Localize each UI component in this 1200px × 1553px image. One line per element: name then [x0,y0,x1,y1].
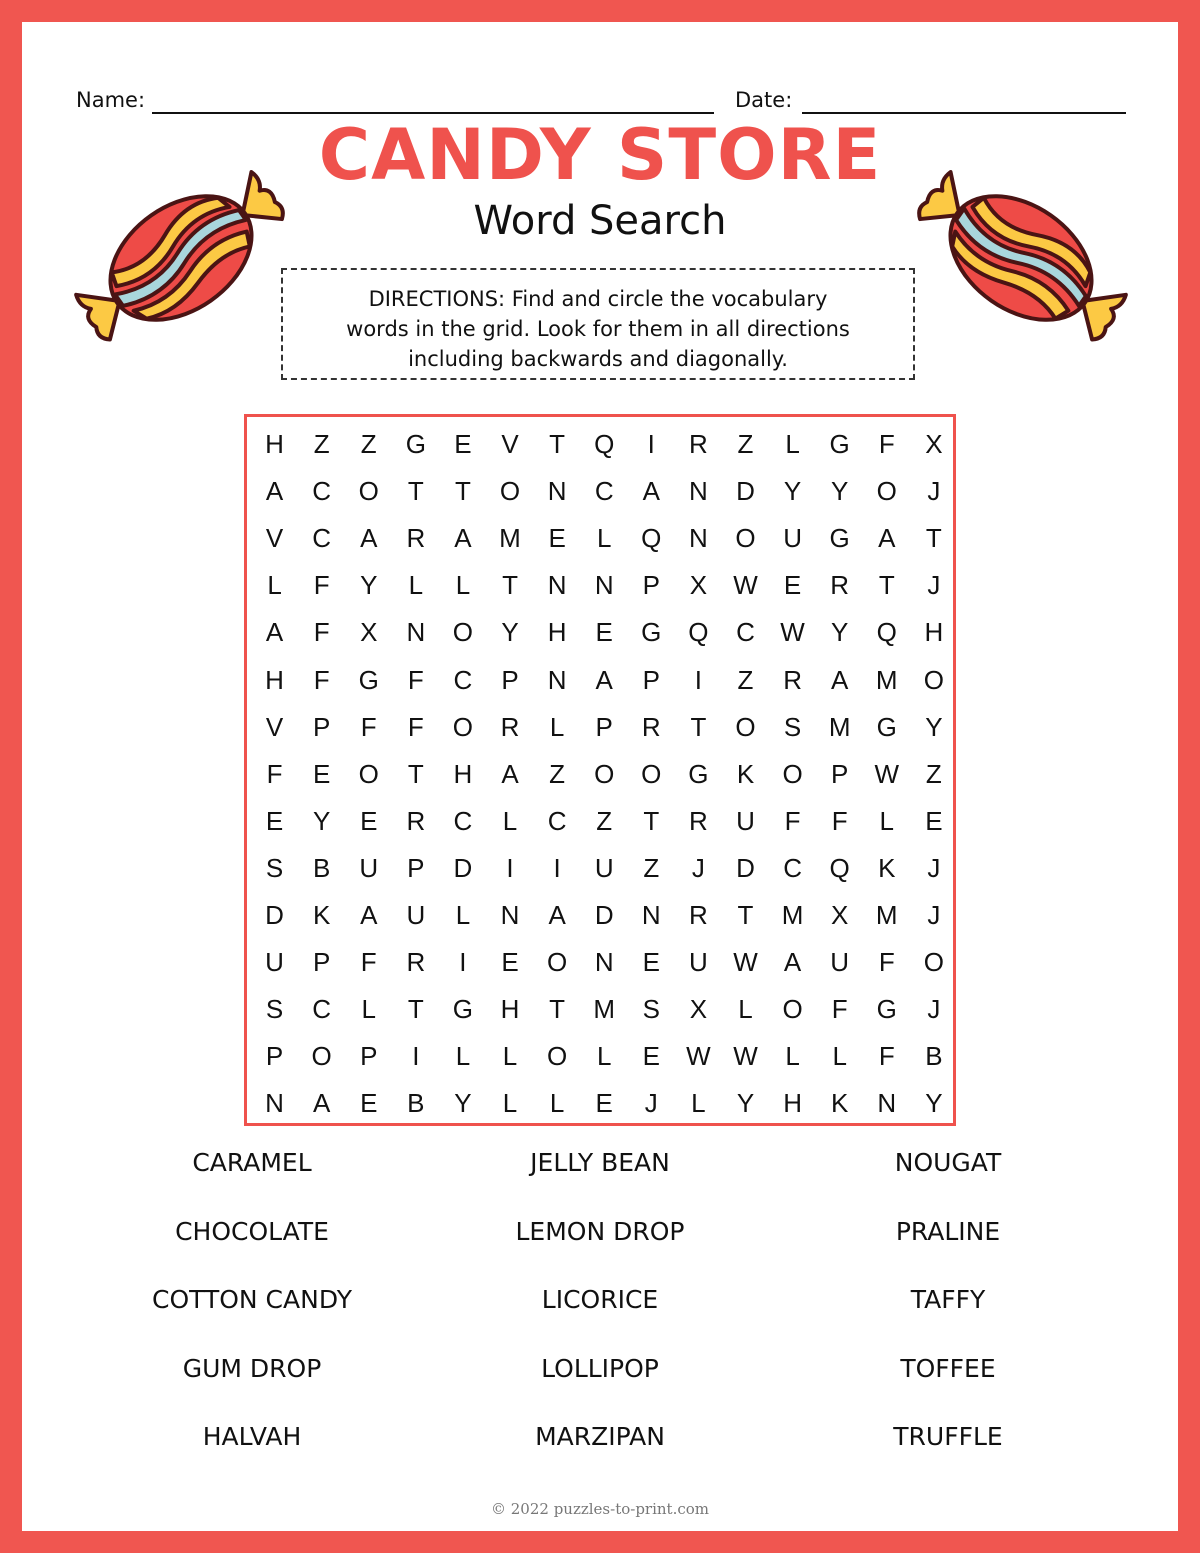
grid-letter[interactable]: P [642,664,660,695]
grid-letter[interactable]: Z [313,429,330,460]
grid-letter[interactable]: A [878,523,896,554]
grid-letter[interactable]: O [923,664,944,695]
grid-letter[interactable]: W [686,1041,711,1072]
grid-letter[interactable]: A [783,947,802,978]
grid-letter[interactable]: U [406,899,426,930]
grid-letter[interactable]: D [453,852,473,883]
grid-letter[interactable]: F [407,711,424,742]
grid-letter[interactable]: T [690,711,707,742]
grid-letter[interactable]: O [358,758,379,789]
page-subtitle: Word Search [473,198,727,244]
grid-letter[interactable]: O [594,758,615,789]
word-list-item: MARZIPAN [535,1422,665,1452]
grid-letter[interactable]: E [642,947,660,978]
grid-letter[interactable]: P [642,570,660,601]
grid-letter[interactable]: G [641,617,662,648]
grid-letter[interactable]: F [878,429,895,460]
grid-letter[interactable]: Y [831,617,849,648]
grid-letter[interactable]: K [878,852,896,883]
grid-letter[interactable]: Q [876,617,897,648]
grid-letter[interactable]: F [360,711,377,742]
grid-letter[interactable]: Y [925,711,943,742]
grid-letter[interactable]: O [876,476,897,507]
grid-letter[interactable]: E [312,758,331,789]
grid-letter[interactable]: R [783,664,802,695]
grid-letter[interactable]: C [736,617,755,648]
grid-letter[interactable]: A [454,523,472,554]
grid-letter[interactable]: M [828,711,851,742]
grid-letter[interactable]: F [313,617,330,648]
directions-line: including backwards and diagonally. [408,347,788,371]
grid-letter[interactable]: R [500,711,520,742]
grid-letter[interactable]: E [595,617,613,648]
grid-letter[interactable]: Y [312,805,331,836]
grid-letter[interactable]: C [312,994,332,1025]
grid-letter[interactable]: N [594,570,614,601]
grid-letter[interactable]: P [312,711,331,742]
grid-letter[interactable]: R [689,805,708,836]
grid-letter[interactable]: O [499,476,521,507]
grid-letter[interactable]: E [783,570,802,601]
grid-letter[interactable]: S [265,852,284,883]
grid-letter[interactable]: W [780,617,805,648]
grid-letter[interactable]: X [831,899,849,930]
grid-letter[interactable]: O [452,711,474,742]
grid-letter[interactable]: U [594,852,614,883]
grid-letter[interactable]: P [360,1041,378,1072]
word-list-item: LOLLIPOP [541,1353,659,1383]
grid-letter[interactable]: D [736,852,755,883]
grid-letter[interactable]: Y [360,570,378,601]
grid-letter[interactable]: W [733,570,758,601]
grid-letter[interactable]: M [875,664,898,695]
grid-letter[interactable]: I [506,852,514,883]
grid-letter[interactable]: A [265,476,284,507]
grid-letter[interactable]: U [783,523,802,554]
grid-letter[interactable]: P [595,711,613,742]
word-list-item: GUM DROP [182,1353,322,1383]
grid-letter[interactable]: E [925,805,943,836]
grid-letter[interactable]: W [733,1041,758,1072]
grid-letter[interactable]: H [500,994,520,1025]
word-list-item: HALVAH [202,1422,302,1452]
grid-letter[interactable]: J [927,570,941,601]
grid-letter[interactable]: Z [925,758,942,789]
worksheet-page [22,22,1178,1531]
grid-letter[interactable]: L [879,805,894,836]
grid-letter[interactable]: F [266,758,283,789]
grid-letter[interactable]: N [265,1088,284,1119]
grid-letter[interactable]: N [689,523,708,554]
grid-letter[interactable]: L [596,523,612,554]
grid-letter[interactable]: O [452,617,474,648]
word-list-item: COTTON CANDY [152,1285,352,1315]
grid-letter[interactable]: L [455,570,471,601]
grid-letter[interactable]: Z [360,429,377,460]
grid-letter[interactable]: L [785,1041,800,1072]
grid-letter[interactable]: O [782,758,803,789]
grid-letter[interactable]: H [547,617,567,648]
grid-letter[interactable]: R [641,711,661,742]
grid-letter[interactable]: E [595,1088,613,1119]
directions-box [281,268,915,380]
grid-letter[interactable]: P [265,1041,284,1072]
grid-letter[interactable]: X [689,994,708,1025]
grid-letter[interactable]: T [454,476,471,507]
grid-letter[interactable]: Z [737,429,754,460]
grid-letter[interactable]: A [312,1088,331,1119]
word-list-item: PRALINE [895,1216,1001,1246]
grid-letter[interactable]: N [547,476,567,507]
word-list-item: LICORICE [541,1285,659,1315]
grid-letter[interactable]: C [594,476,614,507]
grid-letter[interactable]: T [549,994,566,1025]
grid-letter[interactable]: K [831,1088,849,1119]
grid-letter[interactable]: G [829,429,850,460]
grid-letter[interactable]: X [360,617,378,648]
grid-letter[interactable]: L [549,711,565,742]
word-list-item: TOFFEE [900,1353,996,1383]
grid-letter[interactable]: P [501,664,519,695]
grid-letter[interactable]: H [924,617,944,648]
grid-letter[interactable]: R [830,570,850,601]
grid-letter[interactable]: D [736,476,755,507]
grid-letter[interactable]: E [360,805,378,836]
grid-letter[interactable]: F [313,570,330,601]
page-title: CANDY STORE [318,114,882,196]
grid-letter[interactable]: N [594,947,614,978]
grid-letter[interactable]: L [361,994,376,1025]
grid-letter[interactable]: F [313,664,330,695]
grid-letter[interactable]: L [502,1088,518,1119]
grid-letter[interactable]: E [360,1088,378,1119]
grid-letter[interactable]: H [265,429,284,460]
grid-letter[interactable]: I [412,1041,420,1072]
grid-letter[interactable]: N [547,664,567,695]
grid-letter[interactable]: F [831,805,848,836]
grid-letter[interactable]: M [593,994,616,1025]
grid-letter[interactable]: Z [737,664,754,695]
grid-letter[interactable]: G [358,664,379,695]
grid-letter[interactable]: T [643,805,660,836]
grid-letter[interactable]: V [265,711,284,742]
grid-letter[interactable]: N [877,1088,897,1119]
grid-letter[interactable]: J [927,852,941,883]
grid-letter[interactable]: W [874,758,900,789]
grid-letter[interactable]: I [553,852,561,883]
grid-letter[interactable]: R [406,805,426,836]
grid-letter[interactable]: Y [454,1088,472,1119]
word-list-item: TRUFFLE [893,1422,1003,1452]
grid-letter[interactable]: E [548,523,566,554]
grid-letter[interactable]: U [359,852,379,883]
grid-letter[interactable]: Y [783,476,802,507]
grid-letter[interactable]: E [501,947,519,978]
directions-line: words in the grid. Look for them in all directions [346,317,850,341]
grid-letter[interactable]: R [406,947,426,978]
grid-letter[interactable]: O [782,994,803,1025]
word-list-item: NOUGAT [894,1148,1002,1177]
grid-letter[interactable]: S [642,994,660,1025]
grid-letter[interactable]: L [408,570,424,601]
grid-letter[interactable]: L [832,1041,847,1072]
grid-letter[interactable]: O [311,1041,332,1072]
grid-letter[interactable]: L [502,1041,518,1072]
grid-letter[interactable]: H [783,1088,802,1119]
grid-letter[interactable]: B [925,1041,943,1072]
grid-letter[interactable]: C [453,664,473,695]
grid-letter[interactable]: I [459,947,467,978]
grid-letter[interactable]: E [454,429,472,460]
grid-letter[interactable]: G [405,429,426,460]
grid-letter[interactable]: Y [501,617,519,648]
grid-letter[interactable]: A [595,664,613,695]
grid-letter[interactable]: C [453,805,473,836]
grid-letter[interactable]: L [596,1041,612,1072]
grid-letter[interactable]: J [927,899,941,930]
grid-letter[interactable]: Q [829,852,850,883]
grid-letter[interactable]: Z [596,805,613,836]
word-list-item: LEMON DROP [515,1216,685,1246]
word-list-item: CHOCOLATE [175,1216,329,1246]
grid-letter[interactable]: Q [594,429,615,460]
grid-letter[interactable]: N [406,617,426,648]
grid-letter[interactable]: G [829,523,850,554]
grid-letter[interactable]: F [878,947,895,978]
grid-letter[interactable]: D [594,899,614,930]
grid-letter[interactable]: K [736,758,755,789]
grid-letter[interactable]: X [689,570,708,601]
grid-letter[interactable]: R [689,429,708,460]
grid-letter[interactable]: T [549,429,566,460]
grid-letter[interactable]: G [876,711,897,742]
grid-letter[interactable]: P [312,947,331,978]
grid-letter[interactable]: J [927,476,941,507]
grid-letter[interactable]: Y [831,476,849,507]
grid-letter[interactable]: T [502,570,518,601]
grid-letter[interactable]: B [312,852,331,883]
grid-letter[interactable]: F [407,664,424,695]
grid-letter[interactable]: F [831,994,848,1025]
grid-letter[interactable]: T [737,899,754,930]
grid-letter[interactable]: R [406,523,426,554]
grid-letter[interactable]: A [265,617,284,648]
grid-letter[interactable]: Q [688,617,709,648]
grid-letter[interactable]: J [644,1088,658,1119]
grid-letter[interactable]: A [831,664,849,695]
grid-letter[interactable]: O [735,711,756,742]
grid-letter[interactable]: J [691,852,705,883]
grid-letter[interactable]: V [265,523,284,554]
grid-letter[interactable]: M [499,523,521,554]
grid-letter[interactable]: O [735,523,756,554]
word-list-item: TAFFY [910,1285,986,1315]
grid-letter[interactable]: Q [641,523,662,554]
grid-letter[interactable]: N [500,899,520,930]
grid-letter[interactable]: T [407,758,424,789]
grid-letter[interactable]: C [547,805,567,836]
grid-letter[interactable]: C [783,852,802,883]
grid-letter[interactable]: S [783,711,802,742]
grid-letter[interactable]: A [642,476,660,507]
grid-letter[interactable]: N [547,570,567,601]
copyright-footer: © 2022 puzzles-to-print.com [490,1500,710,1518]
grid-letter[interactable]: J [927,994,941,1025]
grid-letter[interactable]: M [781,899,804,930]
grid-letter[interactable]: F [360,947,377,978]
grid-letter[interactable]: L [455,1041,471,1072]
grid-letter[interactable]: T [407,476,424,507]
grid-letter[interactable]: X [925,429,943,460]
grid-letter[interactable]: D [265,899,284,930]
grid-letter[interactable]: P [831,758,849,789]
grid-letter[interactable]: L [502,805,518,836]
grid-letter[interactable]: O [923,947,944,978]
grid-letter[interactable]: B [407,1088,425,1119]
grid-letter[interactable]: T [925,523,942,554]
grid-letter[interactable]: O [641,758,662,789]
date-label: Date: [735,88,793,112]
grid-letter[interactable]: T [878,570,895,601]
grid-letter[interactable]: H [265,664,284,695]
word-list-item: JELLY BEAN [530,1148,670,1177]
grid-letter[interactable]: L [691,1088,706,1119]
grid-letter[interactable]: Y [736,1088,755,1119]
grid-letter[interactable]: H [453,758,473,789]
letter-grid [244,414,956,1126]
grid-letter[interactable]: T [407,994,424,1025]
grid-letter[interactable]: U [265,947,284,978]
grid-letter[interactable]: L [738,994,753,1025]
grid-letter[interactable]: C [312,476,332,507]
grid-letter[interactable]: U [689,947,708,978]
grid-letter[interactable]: V [501,429,519,460]
grid-letter[interactable]: E [642,1041,660,1072]
grid-letter[interactable]: Z [643,852,660,883]
grid-letter[interactable]: U [736,805,755,836]
directions-line: DIRECTIONS: Find and circle the vocabulary [368,287,828,311]
grid-letter[interactable]: L [785,429,800,460]
grid-letter[interactable]: G [876,994,897,1025]
grid-letter[interactable]: O [546,947,568,978]
grid-letter[interactable]: A [548,899,566,930]
grid-letter[interactable]: N [689,476,708,507]
grid-letter[interactable]: I [694,664,702,695]
grid-letter[interactable]: E [265,805,284,836]
grid-letter[interactable]: O [358,476,379,507]
grid-letter[interactable]: F [784,805,801,836]
grid-letter[interactable]: O [546,1041,568,1072]
grid-letter[interactable]: G [452,994,474,1025]
grid-letter[interactable]: A [360,899,378,930]
grid-letter[interactable]: Z [549,758,566,789]
grid-letter[interactable]: A [501,758,519,789]
grid-letter[interactable]: M [875,899,898,930]
word-list-item: CARAMEL [192,1148,312,1177]
grid-letter[interactable]: A [360,523,378,554]
grid-letter[interactable]: L [455,899,471,930]
grid-letter[interactable]: P [407,852,425,883]
grid-letter[interactable]: S [265,994,284,1025]
grid-letter[interactable]: W [733,947,758,978]
grid-letter[interactable]: Y [925,1088,943,1119]
name-label: Name: [76,88,146,112]
grid-letter[interactable]: U [830,947,850,978]
grid-letter[interactable]: L [549,1088,565,1119]
grid-letter[interactable]: L [267,570,282,601]
grid-letter[interactable]: N [641,899,661,930]
grid-letter[interactable]: K [312,899,331,930]
grid-letter[interactable]: F [878,1041,895,1072]
grid-letter[interactable]: R [689,899,708,930]
grid-letter[interactable]: I [647,429,655,460]
grid-letter[interactable]: G [688,758,709,789]
grid-letter[interactable]: C [312,523,332,554]
